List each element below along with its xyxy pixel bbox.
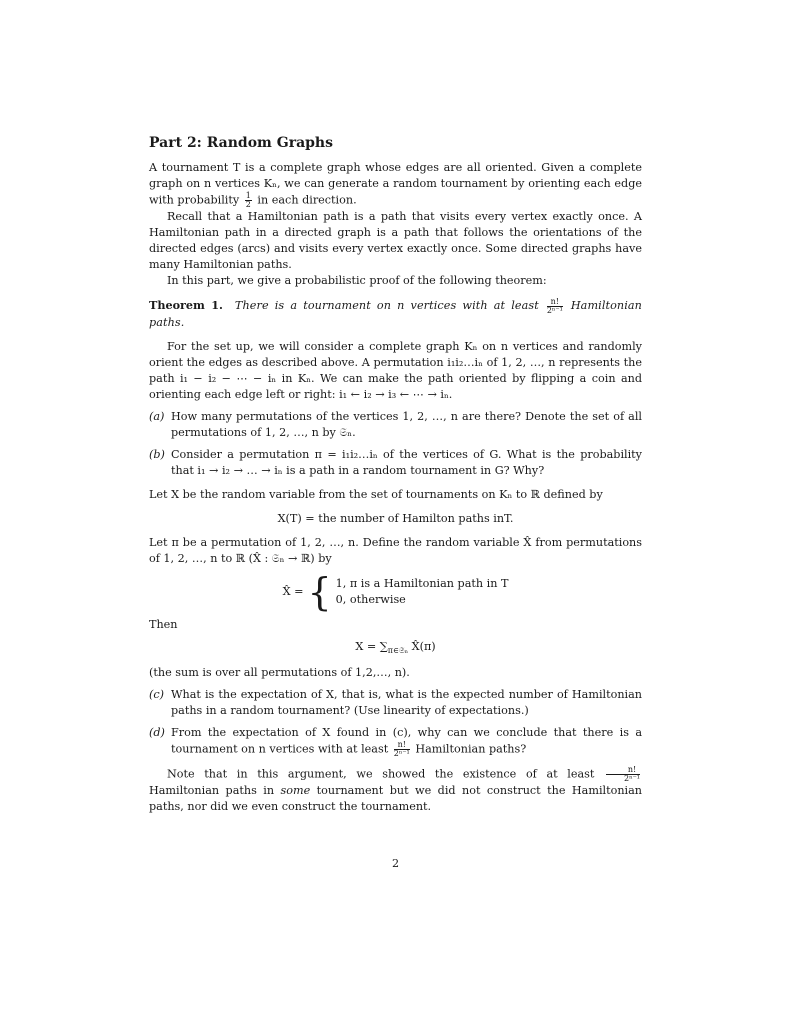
- paragraph-intro: In this part, we give a probabilistic proof of the following theorem:: [167, 274, 547, 287]
- equation-cases: X̂ = { 1, π is a Hamiltonian path in T 0, otherwise: [282, 569, 509, 614]
- paragraph-setup: For the set up, we will consider a complete graph Kₙ on n vertices and randomly orient the edges as described above. A permutation i₁i₂…iₙ of 1, 2, …, n represents the path i₁ − i₂ − ⋯ − iₙ in Kₙ. We can make the path oriented by flipping a coin and orienting each edge left or right: i₁ ← i₂ → i₃ ← ⋯ → iₙ.: [149, 339, 642, 401]
- theorem-label: Theorem 1.: [149, 298, 223, 312]
- paragraph-permutation-variable: Let π be a permutation of 1, 2, …, n. Define the random variable X̂ from permutations of 1, 2, …, n to ℝ (X̂ : 𝔖ₙ → ℝ) by: [149, 535, 642, 565]
- equation-x-of-t: X(T) = the number of Hamilton paths inT.: [277, 511, 514, 525]
- paragraph-random-variable: Let X be the random variable from the set of tournaments on Kₙ to ℝ defined by: [149, 487, 603, 501]
- section-title: Part 2: Random Graphs: [149, 135, 333, 151]
- paragraph-conclusion: Note that in this argument, we showed the existence of at least $\frac{n!}{\text{2ⁿ⁻¹}}$ Hamiltonian paths in some tournament but we did not construct the Hamiltonian paths, nor did we even construct the tournament.: [149, 764, 642, 813]
- paragraph-sum-note: (the sum is over all permutations of 1,2,…, n).: [149, 665, 410, 679]
- page-number: 2: [391, 857, 400, 870]
- fraction-half: $\frac{1}{2}$: [245, 191, 251, 209]
- paragraph-tournament: A tournament T is a complete graph whose edges are all oriented. Given a complete graph on n vertices Kₙ, we can generate a random tournament by orienting each edge with probability $\frac{1}{2}$ in each direction.: [149, 161, 642, 209]
- question-c: (c) What is the expectation of X, that is, what is the expected number of Hamiltonian paths in a random tournament? (Use linearity of expectations.): [149, 687, 642, 717]
- theorem-1: Theorem 1. There is a tournament on n vertices with at least $\frac{n!}{\text{2ⁿ⁻¹}}$ Hamiltonian paths.: [149, 296, 642, 329]
- then-label: Then: [149, 617, 178, 631]
- question-b: (b) Consider a permutation π = i₁i₂…iₙ of the vertices of G. What is the probability that i₁ → i₂ → … → iₙ is a path in a random tournament in G? Why?: [149, 447, 642, 477]
- question-a: (a) How many permutations of the vertices 1, 2, …, n are there? Denote the set of all permutations of 1, 2, …, n by 𝔖ₙ.: [149, 409, 642, 439]
- paragraph-hamiltonian: Recall that a Hamiltonian path is a path that visits every vertex exactly once. A Hamiltonian path in a directed graph is a path that follows the orientations of the directed edges (arcs) and visits every vertex exactly once. Some directed graphs have many Hamiltonian paths.: [149, 210, 642, 271]
- content: [149, 134, 642, 815]
- equation-sum: $X = \sum_{\pi\in 𝔖_n}$ X̂(π): [355, 639, 436, 655]
- question-d: (d) From the expectation of X found in (c), why can we conclude that there is a tournament on n vertices with at least $\frac{n!}{\text{2ⁿ⁻¹}}$ Hamiltonian paths?: [149, 725, 642, 758]
- fraction-theorem: $\frac{n!}{\text{2ⁿ⁻¹}}$: [546, 296, 563, 315]
